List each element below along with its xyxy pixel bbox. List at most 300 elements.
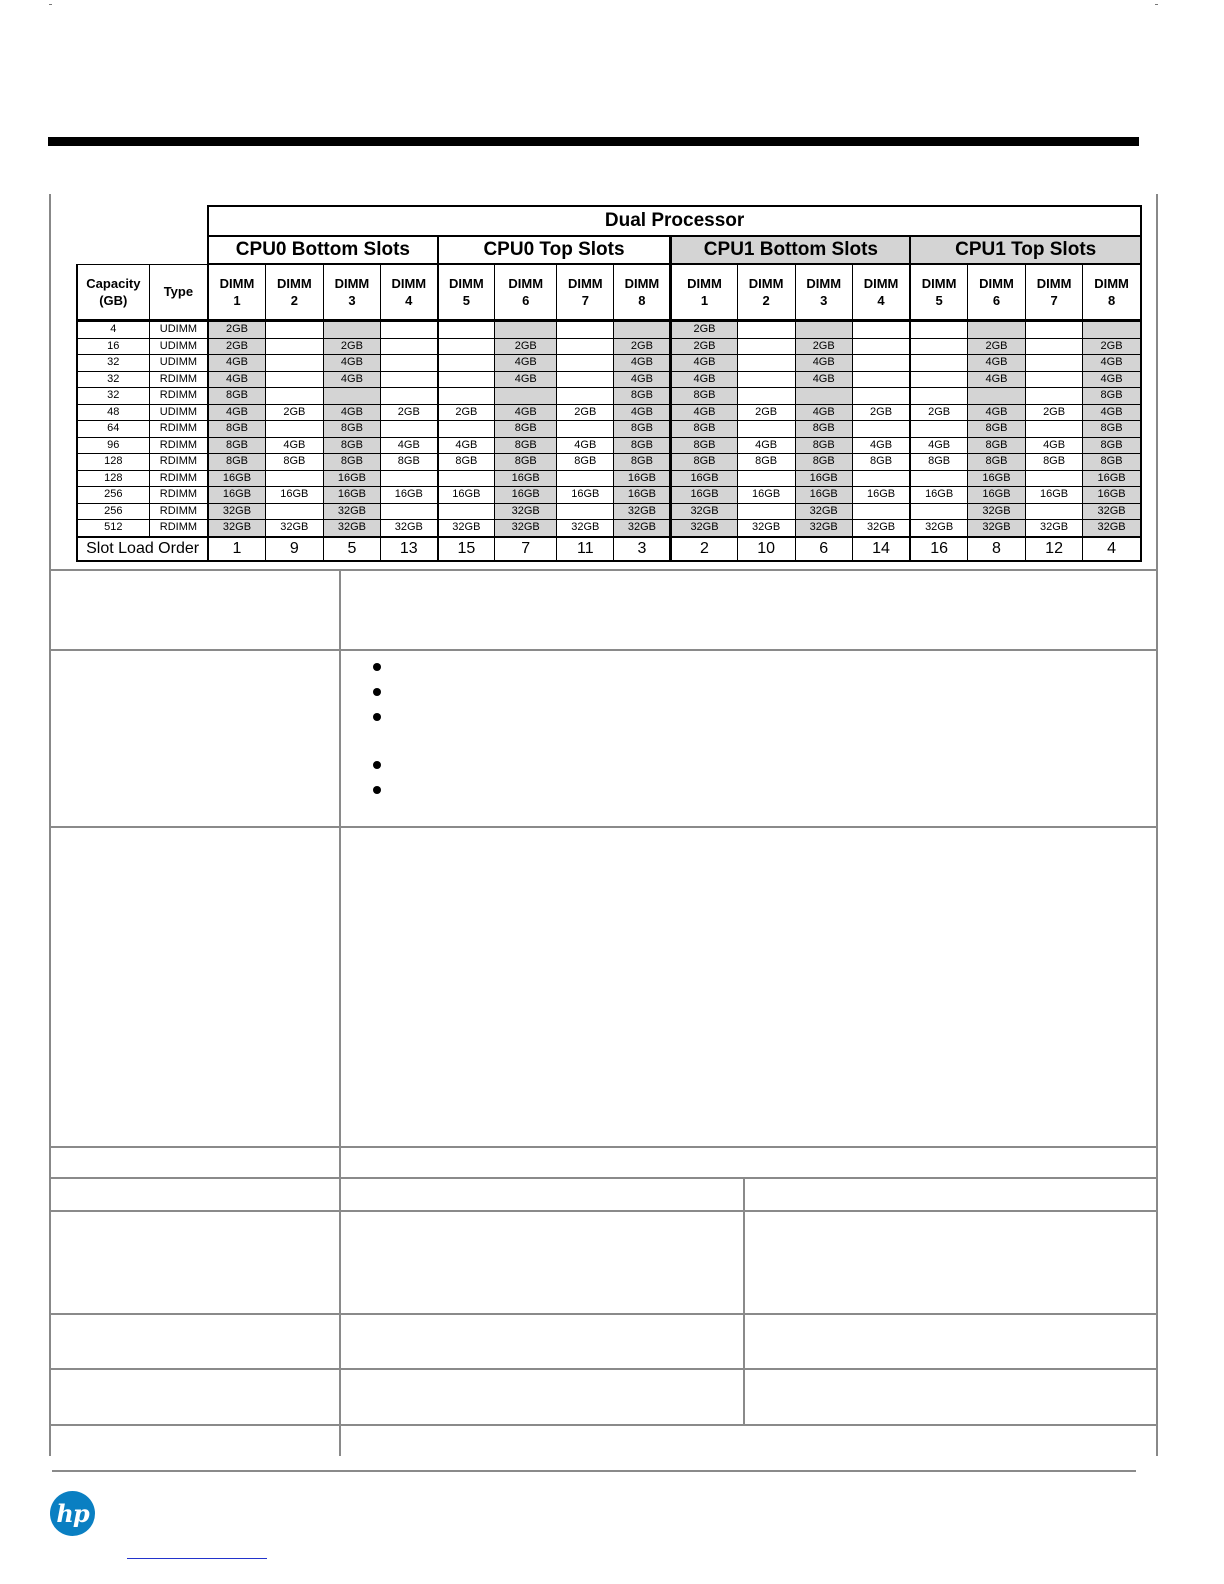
- slot-group-header: CPU1 Bottom Slots: [671, 236, 910, 264]
- dimm-slot-cell: 16GB: [910, 487, 967, 504]
- dimm-header-number: 1: [233, 293, 241, 308]
- dimm-slot-cell: 4GB: [795, 355, 852, 372]
- dimm-slot-cell: [557, 421, 614, 438]
- column-divider: [339, 569, 341, 1456]
- dimm-slot-cell: 16GB: [967, 487, 1025, 504]
- dimm-slot-cell: [910, 355, 967, 372]
- dimm-slot-cell: 4GB: [852, 437, 910, 454]
- dimm-slot-cell: 2GB: [614, 338, 671, 355]
- dimm-slot-cell: [737, 503, 795, 520]
- capacity-cell: 16: [77, 338, 149, 355]
- dimm-slot-cell: 8GB: [671, 388, 737, 405]
- type-header: Type: [149, 264, 208, 321]
- dimm-slot-cell: 4GB: [671, 355, 737, 372]
- dimm-slot-cell: 4GB: [323, 355, 380, 372]
- dimm-header: [265, 264, 323, 321]
- type-cell: RDIMM: [149, 487, 208, 504]
- dimm-slot-cell: 8GB: [1083, 437, 1141, 454]
- dimm-slot-cell: [910, 470, 967, 487]
- dimm-slot-cell: 16GB: [671, 487, 737, 504]
- dimm-slot-cell: 32GB: [323, 520, 380, 537]
- dimm-slot-cell: 4GB: [323, 371, 380, 388]
- load-order-cell: 11: [557, 537, 614, 561]
- dimm-header: [323, 264, 380, 321]
- table-row: [77, 487, 1141, 504]
- dimm-slot-cell: 8GB: [265, 454, 323, 471]
- dimm-slot-cell: 2GB: [910, 404, 967, 421]
- blank-corner: [77, 236, 208, 264]
- dimm-slot-cell: 4GB: [208, 404, 265, 421]
- bullet-marker: [373, 786, 381, 794]
- dimm-slot-cell: 2GB: [208, 338, 265, 355]
- load-order-cell: 2: [671, 537, 737, 561]
- capacity-cell: 96: [77, 437, 149, 454]
- load-order-cell: 6: [795, 537, 852, 561]
- capacity-cell: 32: [77, 355, 149, 372]
- dimm-slot-cell: [852, 503, 910, 520]
- type-cell: RDIMM: [149, 421, 208, 438]
- load-order-cell: 15: [438, 537, 495, 561]
- dimm-slot-cell: 32GB: [380, 520, 437, 537]
- dimm-header: [910, 264, 967, 321]
- dimm-slot-cell: 4GB: [737, 437, 795, 454]
- dimm-header-number: 8: [638, 293, 646, 308]
- dimm-slot-cell: 16GB: [323, 470, 380, 487]
- dimm-slot-cell: 32GB: [795, 503, 852, 520]
- dimm-slot-cell: 8GB: [380, 454, 437, 471]
- dimm-slot-cell: 2GB: [557, 404, 614, 421]
- dimm-slot-cell: 16GB: [1083, 470, 1141, 487]
- load-order-cell: 7: [495, 537, 557, 561]
- dimm-slot-cell: [438, 371, 495, 388]
- dimm-header-word: DIMM: [508, 276, 544, 291]
- dimm-slot-cell: [737, 421, 795, 438]
- dimm-header-number: 4: [877, 293, 885, 308]
- dimm-slot-cell: 4GB: [438, 437, 495, 454]
- load-order-cell: 1: [208, 537, 265, 561]
- slot-group-header: CPU1 Top Slots: [910, 236, 1141, 264]
- dimm-slot-cell: 8GB: [795, 437, 852, 454]
- dimm-header-word: DIMM: [334, 276, 370, 291]
- dimm-slot-cell: 2GB: [380, 404, 437, 421]
- dimm-slot-cell: [380, 321, 437, 339]
- dimm-slot-cell: 32GB: [967, 520, 1025, 537]
- dimm-slot-cell: 2GB: [1026, 404, 1083, 421]
- dimm-slot-cell: [737, 321, 795, 339]
- dimm-slot-cell: 32GB: [1083, 503, 1141, 520]
- dimm-slot-cell: 8GB: [208, 388, 265, 405]
- dimm-header-number: 6: [992, 293, 1001, 308]
- footer-rule: [52, 1470, 1136, 1472]
- dimm-slot-cell: [323, 388, 380, 405]
- dimm-header-number: 7: [581, 293, 589, 308]
- capacity-header-label: Capacity (GB): [86, 275, 141, 308]
- dimm-slot-cell: [795, 388, 852, 405]
- footer-link-underline[interactable]: [127, 1558, 267, 1559]
- dimm-slot-cell: [265, 321, 323, 339]
- dimm-slot-cell: 4GB: [208, 355, 265, 372]
- dimm-slot-cell: 2GB: [737, 404, 795, 421]
- dimm-slot-cell: 4GB: [967, 371, 1025, 388]
- dimm-slot-cell: [380, 338, 437, 355]
- dimm-slot-cell: [438, 470, 495, 487]
- dimm-slot-cell: [438, 503, 495, 520]
- dimm-slot-cell: 2GB: [671, 338, 737, 355]
- load-order-cell: 4: [1083, 537, 1141, 561]
- dimm-slot-cell: [910, 503, 967, 520]
- dimm-slot-cell: [495, 388, 557, 405]
- dimm-slot-cell: [265, 421, 323, 438]
- dimm-slot-cell: [557, 321, 614, 339]
- load-order-cell: 3: [614, 537, 671, 561]
- dimm-header-word: DIMM: [1094, 276, 1129, 291]
- row-divider: [51, 569, 1157, 571]
- dimm-slot-cell: [852, 321, 910, 339]
- dimm-slot-cell: 2GB: [208, 321, 265, 339]
- row-divider: [51, 1210, 1157, 1212]
- row-divider: [51, 826, 1157, 828]
- dimm-slot-cell: 32GB: [967, 503, 1025, 520]
- dimm-slot-cell: [265, 388, 323, 405]
- dimm-slot-cell: 2GB: [671, 321, 737, 339]
- dimm-slot-cell: [323, 321, 380, 339]
- dimm-slot-cell: [852, 355, 910, 372]
- dimm-slot-cell: [910, 388, 967, 405]
- table-row: [77, 503, 1141, 520]
- dimm-slot-cell: [557, 371, 614, 388]
- dimm-header-word: DIMM: [624, 276, 660, 291]
- table-row: [77, 338, 1141, 355]
- load-order-cell: 14: [852, 537, 910, 561]
- dimm-slot-cell: 16GB: [380, 487, 437, 504]
- dimm-slot-cell: [1026, 338, 1083, 355]
- dimm-slot-cell: [557, 470, 614, 487]
- type-cell: RDIMM: [149, 470, 208, 487]
- dimm-slot-cell: 8GB: [495, 421, 557, 438]
- dimm-slot-cell: [967, 388, 1025, 405]
- dimm-slot-cell: [557, 355, 614, 372]
- dimm-slot-cell: 32GB: [737, 520, 795, 537]
- dimm-slot-cell: [380, 388, 437, 405]
- dimm-slot-cell: 2GB: [323, 338, 380, 355]
- dimm-header: [208, 264, 265, 321]
- dimm-slot-cell: [265, 355, 323, 372]
- dimm-header-word: DIMM: [687, 276, 722, 291]
- dimm-header-number: 2: [290, 293, 298, 308]
- dimm-slot-cell: 8GB: [323, 437, 380, 454]
- capacity-cell: 48: [77, 404, 149, 421]
- dimm-slot-cell: 8GB: [737, 454, 795, 471]
- dimm-slot-cell: 8GB: [495, 437, 557, 454]
- load-order-cell: 13: [380, 537, 437, 561]
- dimm-slot-cell: [910, 321, 967, 339]
- dimm-slot-cell: [438, 321, 495, 339]
- table-row: [77, 388, 1141, 405]
- dimm-slot-cell: [910, 421, 967, 438]
- dimm-header-word: DIMM: [219, 276, 255, 291]
- type-cell: UDIMM: [149, 355, 208, 372]
- dimm-header-word: DIMM: [979, 276, 1014, 291]
- dimm-header: [495, 264, 557, 321]
- table-row: [77, 371, 1141, 388]
- dimm-slot-cell: 32GB: [557, 520, 614, 537]
- capacity-cell: 256: [77, 503, 149, 520]
- capacity-cell: 512: [77, 520, 149, 537]
- dimm-slot-cell: 4GB: [671, 404, 737, 421]
- type-cell: UDIMM: [149, 321, 208, 339]
- dimm-slot-cell: 2GB: [795, 338, 852, 355]
- row-divider: [51, 1424, 1157, 1426]
- dimm-slot-cell: 2GB: [967, 338, 1025, 355]
- dimm-slot-cell: [1026, 321, 1083, 339]
- dimm-slot-cell: 8GB: [614, 421, 671, 438]
- dimm-slot-cell: [380, 503, 437, 520]
- row-divider: [51, 1146, 1157, 1148]
- dimm-slot-cell: 4GB: [323, 404, 380, 421]
- dimm-slot-cell: 8GB: [795, 454, 852, 471]
- dimm-header-word: DIMM: [863, 276, 899, 291]
- dimm-slot-cell: [265, 338, 323, 355]
- header-rule: [48, 137, 1139, 146]
- dimm-slot-cell: 4GB: [795, 371, 852, 388]
- dimm-slot-cell: [557, 388, 614, 405]
- dimm-slot-cell: 8GB: [614, 437, 671, 454]
- dimm-slot-cell: 32GB: [1083, 520, 1141, 537]
- dimm-slot-cell: 4GB: [1083, 371, 1141, 388]
- dimm-slot-cell: 16GB: [208, 470, 265, 487]
- dimm-slot-cell: [737, 355, 795, 372]
- dimm-slot-cell: 16GB: [438, 487, 495, 504]
- dimm-slot-cell: 2GB: [265, 404, 323, 421]
- dimm-slot-cell: 16GB: [671, 470, 737, 487]
- dimm-slot-cell: 16GB: [795, 487, 852, 504]
- dimm-slot-cell: 32GB: [614, 503, 671, 520]
- dimm-slot-cell: [1026, 470, 1083, 487]
- slot-group-header: CPU0 Top Slots: [438, 236, 671, 264]
- dimm-slot-cell: [438, 355, 495, 372]
- dimm-slot-cell: 4GB: [495, 355, 557, 372]
- dimm-slot-cell: 4GB: [614, 404, 671, 421]
- dimm-slot-cell: 8GB: [967, 454, 1025, 471]
- dimm-slot-cell: 16GB: [795, 470, 852, 487]
- dimm-slot-cell: 4GB: [967, 404, 1025, 421]
- dimm-header: [380, 264, 437, 321]
- dimm-slot-cell: 8GB: [671, 437, 737, 454]
- dimm-slot-cell: [852, 421, 910, 438]
- dimm-slot-cell: [380, 470, 437, 487]
- dimm-header-word: DIMM: [567, 276, 603, 291]
- dimm-header: [737, 264, 795, 321]
- dimm-slot-cell: [852, 371, 910, 388]
- dimm-slot-cell: 8GB: [967, 421, 1025, 438]
- dimm-slot-cell: [438, 388, 495, 405]
- dimm-slot-cell: [265, 470, 323, 487]
- slot-group-header: CPU0 Bottom Slots: [208, 236, 437, 264]
- table-row: [77, 355, 1141, 372]
- load-order-cell: 12: [1026, 537, 1083, 561]
- dimm-slot-cell: 32GB: [614, 520, 671, 537]
- bullet-marker: [373, 688, 381, 696]
- dimm-slot-cell: [380, 421, 437, 438]
- dimm-slot-cell: [438, 421, 495, 438]
- type-cell: RDIMM: [149, 454, 208, 471]
- corner-mark-left: [49, 4, 52, 5]
- dimm-slot-cell: 32GB: [495, 503, 557, 520]
- dimm-slot-cell: [737, 371, 795, 388]
- dimm-slot-cell: 8GB: [208, 437, 265, 454]
- dimm-slot-cell: 4GB: [265, 437, 323, 454]
- type-cell: RDIMM: [149, 437, 208, 454]
- load-order-cell: 16: [910, 537, 967, 561]
- dimm-slot-cell: 16GB: [852, 487, 910, 504]
- table-row: [77, 520, 1141, 537]
- dimm-slot-cell: 2GB: [495, 338, 557, 355]
- dimm-header-word: DIMM: [921, 276, 957, 291]
- dimm-slot-cell: 4GB: [557, 437, 614, 454]
- bullet-marker: [373, 663, 381, 671]
- dimm-slot-cell: [557, 338, 614, 355]
- row-divider: [51, 1177, 1157, 1179]
- dimm-slot-cell: 4GB: [208, 371, 265, 388]
- dimm-slot-cell: 16GB: [737, 487, 795, 504]
- table-row: [77, 470, 1141, 487]
- load-order-cell: 8: [967, 537, 1025, 561]
- dimm-slot-cell: 8GB: [671, 454, 737, 471]
- dimm-slot-cell: [1026, 421, 1083, 438]
- dimm-slot-cell: 8GB: [967, 437, 1025, 454]
- bullet-marker: [373, 761, 381, 769]
- dimm-header-number: 7: [1050, 293, 1058, 308]
- capacity-cell: 32: [77, 388, 149, 405]
- dimm-slot-cell: [495, 321, 557, 339]
- dimm-slot-cell: [795, 321, 852, 339]
- capacity-cell: 256: [77, 487, 149, 504]
- dimm-slot-cell: 32GB: [671, 520, 737, 537]
- dimm-slot-cell: 16GB: [614, 470, 671, 487]
- hp-logo: [50, 1491, 95, 1536]
- type-cell: UDIMM: [149, 404, 208, 421]
- load-order-cell: 5: [323, 537, 380, 561]
- dimm-header-number: 2: [762, 293, 770, 308]
- capacity-cell: 4: [77, 321, 149, 339]
- dimm-header-word: DIMM: [449, 276, 484, 291]
- dimm-slot-cell: 2GB: [438, 404, 495, 421]
- dimm-slot-cell: [737, 338, 795, 355]
- dimm-slot-cell: 2GB: [852, 404, 910, 421]
- dimm-slot-cell: [265, 371, 323, 388]
- dimm-slot-cell: 8GB: [1083, 421, 1141, 438]
- dimm-slot-cell: 4GB: [910, 437, 967, 454]
- dimm-slot-cell: 16GB: [614, 487, 671, 504]
- capacity-cell: 64: [77, 421, 149, 438]
- dimm-slot-cell: [1026, 388, 1083, 405]
- dimm-slot-cell: 32GB: [671, 503, 737, 520]
- load-order-cell: 9: [265, 537, 323, 561]
- dimm-slot-cell: 4GB: [1026, 437, 1083, 454]
- dimm-slot-cell: [910, 371, 967, 388]
- type-cell: RDIMM: [149, 520, 208, 537]
- dimm-slot-cell: 32GB: [1026, 520, 1083, 537]
- dimm-slot-cell: [380, 355, 437, 372]
- dimm-header-number: 3: [820, 293, 828, 308]
- hp-logo-text: hp: [56, 1499, 89, 1528]
- dimm-header-number: 8: [1107, 293, 1116, 308]
- blank-corner: [77, 206, 208, 236]
- table-row: [77, 404, 1141, 421]
- bullet-marker: [373, 713, 381, 721]
- table-row: [77, 321, 1141, 339]
- dimm-header: [1083, 264, 1141, 321]
- dimm-slot-cell: [1026, 371, 1083, 388]
- dimm-slot-cell: 2GB: [1083, 338, 1141, 355]
- row-divider: [51, 1368, 1157, 1370]
- dimm-slot-cell: 4GB: [671, 371, 737, 388]
- dimm-slot-cell: 16GB: [557, 487, 614, 504]
- capacity-cell: 32: [77, 371, 149, 388]
- dimm-slot-cell: 32GB: [795, 520, 852, 537]
- dimm-slot-cell: 8GB: [438, 454, 495, 471]
- dimm-slot-cell: 32GB: [852, 520, 910, 537]
- dimm-slot-cell: [1026, 503, 1083, 520]
- capacity-header: [77, 264, 149, 321]
- table-row: [77, 421, 1141, 438]
- type-cell: RDIMM: [149, 503, 208, 520]
- type-cell: RDIMM: [149, 388, 208, 405]
- dimm-header-word: DIMM: [748, 276, 784, 291]
- dimm-slot-cell: 32GB: [495, 520, 557, 537]
- dimm-header: [795, 264, 852, 321]
- dimm-header-word: DIMM: [277, 276, 312, 291]
- dimm-slot-cell: 8GB: [671, 421, 737, 438]
- dimm-slot-cell: 4GB: [614, 355, 671, 372]
- dimm-header: [438, 264, 495, 321]
- dimm-slot-cell: 4GB: [495, 404, 557, 421]
- dimm-header: [967, 264, 1025, 321]
- dimm-slot-cell: 16GB: [495, 470, 557, 487]
- dimm-slot-cell: 8GB: [795, 421, 852, 438]
- load-order-cell: 10: [737, 537, 795, 561]
- dimm-header: [557, 264, 614, 321]
- dimm-slot-cell: [910, 338, 967, 355]
- dimm-header-number: 4: [405, 293, 413, 308]
- dimm-slot-cell: 4GB: [1083, 404, 1141, 421]
- row-divider: [51, 649, 1157, 651]
- dimm-header-number: 5: [462, 293, 470, 308]
- table-title: Dual Processor: [208, 206, 1141, 236]
- dimm-slot-cell: [852, 338, 910, 355]
- dimm-slot-cell: 4GB: [380, 437, 437, 454]
- dimm-slot-cell: [438, 338, 495, 355]
- dimm-slot-cell: 8GB: [208, 454, 265, 471]
- dimm-slot-cell: 8GB: [1026, 454, 1083, 471]
- dimm-slot-cell: [737, 388, 795, 405]
- capacity-cell: 128: [77, 470, 149, 487]
- dimm-header-number: 1: [700, 293, 709, 308]
- dimm-slot-cell: [1026, 355, 1083, 372]
- type-cell: RDIMM: [149, 371, 208, 388]
- dimm-slot-cell: 32GB: [438, 520, 495, 537]
- dimm-slot-cell: 4GB: [795, 404, 852, 421]
- memory-population-table: [76, 205, 1142, 562]
- dimm-slot-cell: 32GB: [208, 503, 265, 520]
- dimm-slot-cell: 4GB: [1083, 355, 1141, 372]
- dimm-slot-cell: [265, 503, 323, 520]
- dimm-slot-cell: 4GB: [614, 371, 671, 388]
- dimm-slot-cell: 32GB: [208, 520, 265, 537]
- row-divider: [51, 1313, 1157, 1315]
- corner-mark-right: [1155, 4, 1158, 5]
- dimm-slot-cell: [614, 321, 671, 339]
